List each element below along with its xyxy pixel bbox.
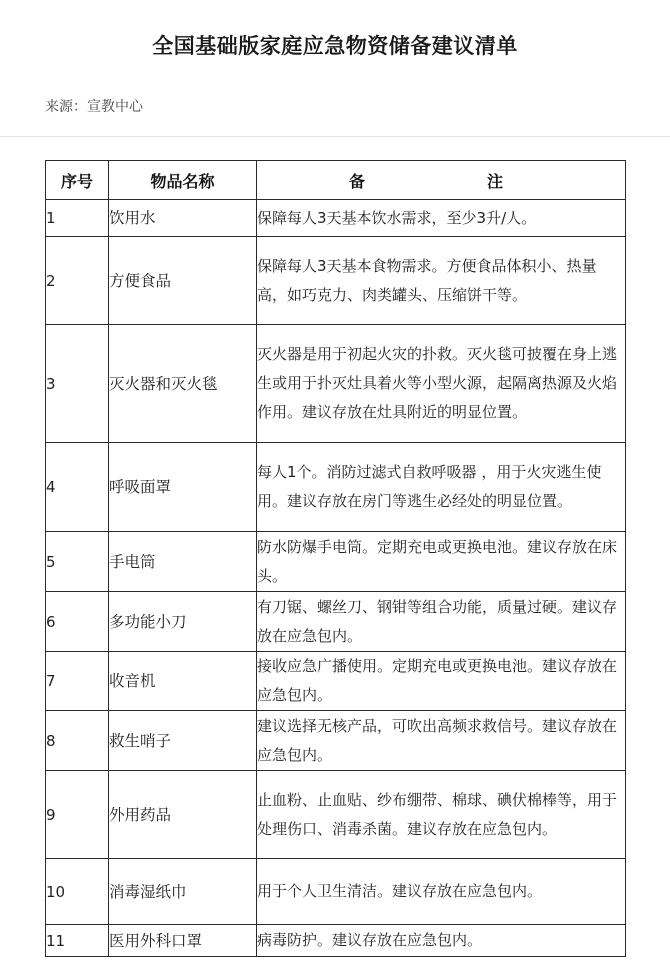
header-number: 序号	[46, 161, 109, 200]
item-name: 灭火器和灭火毯	[109, 325, 257, 443]
item-note: 防水防爆手电筒。定期充电或更换电池。建议存放在床头。	[257, 532, 626, 592]
item-note: 用于个人卫生清洁。建议存放在应急包内。	[257, 859, 626, 925]
table-row	[46, 859, 626, 925]
item-name: 救生哨子	[109, 711, 257, 771]
table-row	[46, 771, 626, 859]
header-notes: 备 注	[257, 161, 626, 200]
row-number: 5	[46, 532, 109, 592]
item-name: 医用外科口罩	[109, 925, 257, 957]
row-number: 8	[46, 711, 109, 771]
item-note: 建议选择无核产品，可吹出高频求救信号。建议存放在应急包内。	[257, 711, 626, 771]
item-name: 饮用水	[109, 200, 257, 237]
item-name: 呼吸面罩	[109, 443, 257, 532]
item-note: 止血粉、止血贴、纱布绷带、棉球、碘伏棉棒等，用于处理伤口、消毒杀菌。建议存放在应急包内。	[257, 771, 626, 859]
row-number: 9	[46, 771, 109, 859]
item-name: 手电筒	[109, 532, 257, 592]
header-item-name: 物品名称	[109, 161, 257, 200]
page-title: 全国基础版家庭应急物资储备建议清单	[152, 34, 518, 58]
item-note: 接收应急广播使用。定期充电或更换电池。建议存放在应急包内。	[257, 652, 626, 711]
item-name: 消毒湿纸巾	[109, 859, 257, 925]
source-label: 来源：宣教中心	[45, 99, 143, 115]
item-note: 保障每人3天基本饮水需求，至少3升/人。	[257, 200, 626, 237]
row-number: 10	[46, 859, 109, 925]
divider	[0, 136, 670, 137]
table-header-row	[46, 161, 626, 200]
table-row	[46, 325, 626, 443]
row-number: 1	[46, 200, 109, 237]
row-number: 2	[46, 237, 109, 325]
row-number: 7	[46, 652, 109, 711]
item-name: 收音机	[109, 652, 257, 711]
table-row	[46, 200, 626, 237]
item-note: 有刀锯、螺丝刀、钢钳等组合功能，质量过硬。建议存放在应急包内。	[257, 592, 626, 652]
item-note: 病毒防护。建议存放在应急包内。	[257, 925, 626, 957]
item-name: 方便食品	[109, 237, 257, 325]
table-row	[46, 711, 626, 771]
table-row	[46, 925, 626, 957]
table-row	[46, 532, 626, 592]
row-number: 3	[46, 325, 109, 443]
item-note: 保障每人3天基本食物需求。方便食品体积小、热量高，如巧克力、肉类罐头、压缩饼干等。	[257, 237, 626, 325]
table-row	[46, 652, 626, 711]
row-number: 11	[46, 925, 109, 957]
item-name: 外用药品	[109, 771, 257, 859]
item-name: 多功能小刀	[109, 592, 257, 652]
supplies-table	[45, 160, 626, 957]
item-note: 每人1个。消防过滤式自救呼吸器 ，用于火灾逃生使用。建议存放在房门等逃生必经处的明显位置。	[257, 443, 626, 532]
row-number: 4	[46, 443, 109, 532]
table-row	[46, 237, 626, 325]
item-note: 灭火器是用于初起火灾的扑救。灭火毯可披覆在身上逃生或用于扑灭灶具着火等小型火源，起隔离热源及火焰作用。建议存放在灶具附近的明显位置。	[257, 325, 626, 443]
table-row	[46, 592, 626, 652]
row-number: 6	[46, 592, 109, 652]
table-row	[46, 443, 626, 532]
